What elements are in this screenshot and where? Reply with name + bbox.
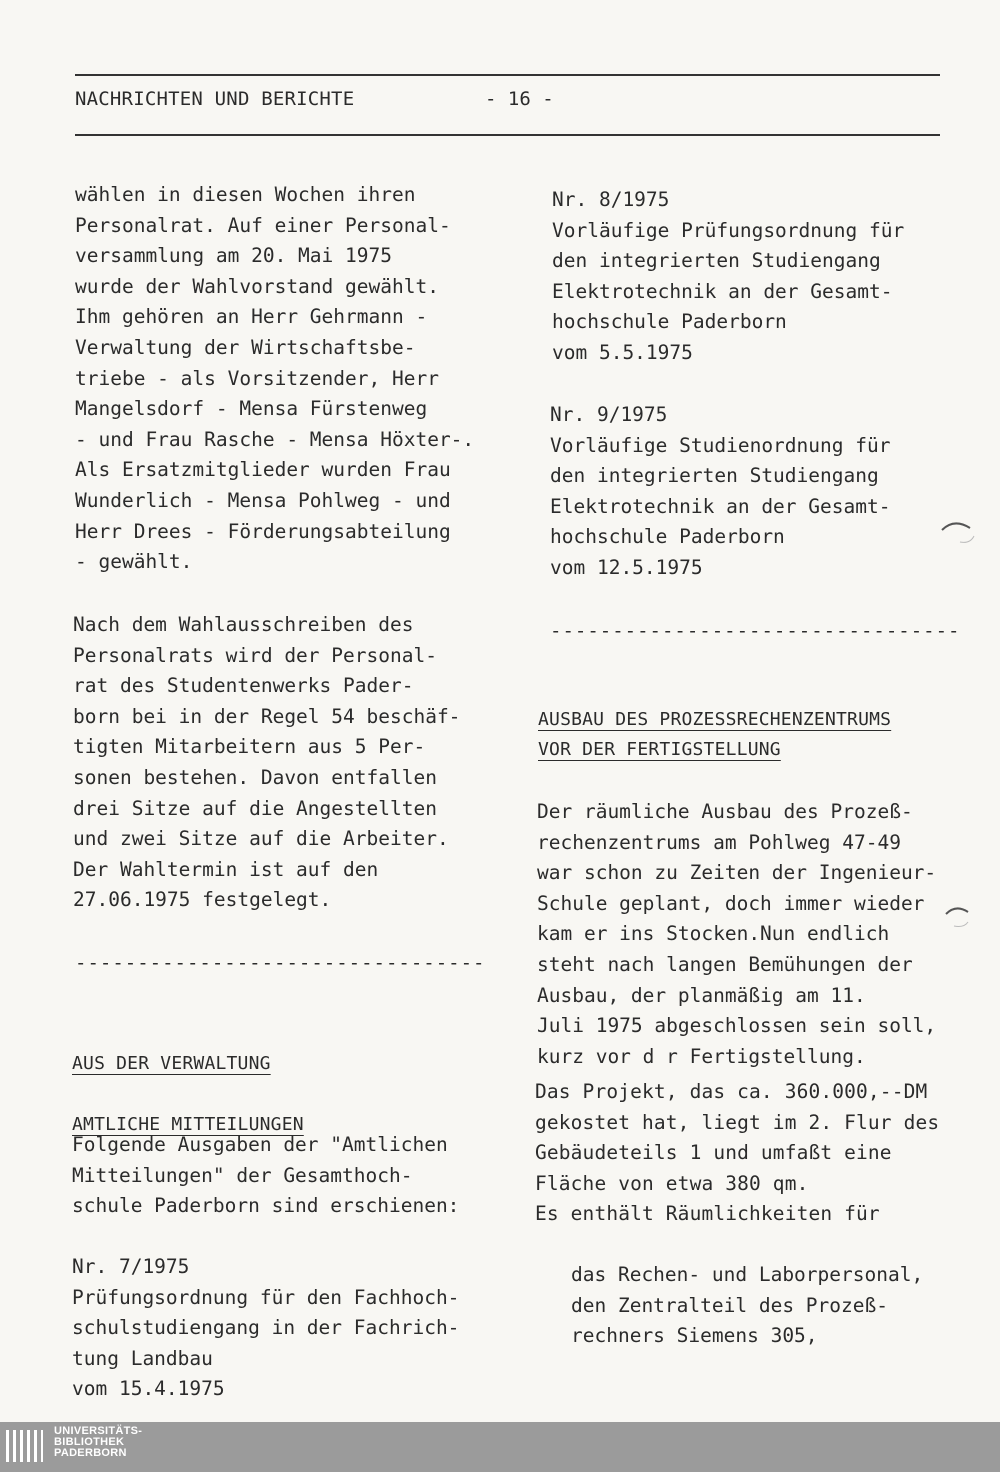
text-line: das Rechen- und Laborpersonal,	[571, 1263, 924, 1286]
text-line: den Zentralteil des Prozeß-	[571, 1293, 888, 1317]
text-line: Ausbau, der planmäßig am 11.	[537, 983, 866, 1007]
left-paragraph-ausgaben	[72, 1130, 459, 1222]
right-paragraph-nr9	[550, 400, 890, 584]
text-line: rechners Siemens 305,	[571, 1324, 818, 1348]
text-line: kam er ins Stocken.Nun endlich	[537, 922, 890, 946]
logo-line-3: PADERBORN	[54, 1447, 127, 1459]
scan-artifact-mark-2	[944, 900, 974, 930]
text-line: rat des Studentenwerks Pader-	[73, 674, 414, 698]
section-heading-prozessrechenzentrum	[538, 705, 891, 765]
text-line: Personalrat. Auf einer Personal-	[75, 213, 451, 237]
text-line: Gebäudeteils 1 und umfaßt eine	[535, 1141, 892, 1165]
text-line: Vorläufige Prüfungsordnung für	[552, 218, 905, 242]
text-line: triebe - als Vorsitzender, Herr	[75, 366, 439, 390]
text-line: Wunderlich - Mensa Pohlweg - und	[75, 488, 451, 512]
text-line: Fläche von etwa 380 qm.	[535, 1171, 809, 1195]
text-line: Nach dem Wahlausschreiben des	[73, 613, 414, 636]
text-line: Personalrats wird der Personal-	[73, 643, 437, 667]
text-line: born bei in der Regel 54 beschäf-	[73, 704, 461, 728]
heading-aus-der-verwaltung: AUS DER VERWALTUNG	[72, 1053, 271, 1074]
right-paragraph-raeume	[571, 1260, 923, 1352]
text-line: 27.06.1975 festgelegt.	[73, 888, 332, 912]
header-top-rule	[75, 74, 940, 76]
left-paragraph-personalrat	[75, 180, 474, 578]
text-line: versammlung am 20. Mai 1975	[75, 244, 392, 268]
text-line: wurde der Wahlvorstand gewählt.	[75, 274, 439, 298]
text-line: Der räumliche Ausbau des Prozeß-	[537, 800, 913, 823]
text-line: Der Wahltermin ist auf den	[73, 857, 379, 881]
right-separator: ---------------------------------	[550, 620, 961, 642]
text-line: vom 15.4.1975	[72, 1377, 225, 1401]
text-line: Verwaltung der Wirtschaftsbe-	[75, 335, 416, 359]
text-line: Das Projekt, das ca. 360.000,--DM	[535, 1080, 928, 1103]
text-line: tigten Mitarbeitern aus 5 Per-	[73, 735, 426, 759]
text-line: Nr. 8/1975	[552, 188, 670, 211]
text-line: hochschule Paderborn	[550, 525, 785, 549]
text-line: den integrierten Studiengang	[550, 464, 879, 488]
heading-amtliche-mitteilungen: AMTLICHE MITTEILUNGEN	[72, 1114, 304, 1135]
text-line: Nr. 9/1975	[550, 403, 668, 426]
right-paragraph-projekt	[535, 1077, 939, 1230]
text-line: Herr Drees - Förderungsabteilung	[75, 519, 451, 543]
text-line: hochschule Paderborn	[552, 310, 787, 334]
footer-bar	[0, 1422, 1000, 1472]
text-line: wählen in diesen Wochen ihren	[75, 183, 416, 206]
text-line: tung Landbau	[72, 1346, 213, 1370]
right-paragraph-ausbau	[537, 797, 936, 1072]
text-line: rechenzentrums am Pohlweg 47-49	[537, 830, 901, 854]
left-paragraph-nr7	[72, 1252, 459, 1405]
text-line: Elektrotechnik an der Gesamt-	[552, 279, 893, 303]
header-title: NACHRICHTEN UND BERICHTE	[75, 88, 355, 110]
text-line: Mangelsdorf - Mensa Fürstenweg	[75, 397, 428, 421]
heading-line: VOR DER FERTIGSTELLUNG	[538, 739, 781, 760]
right-paragraph-nr8	[552, 185, 904, 369]
text-line: Schule geplant, doch immer wieder	[537, 891, 925, 915]
left-paragraph-wahlausschreiben	[73, 610, 460, 916]
text-line: Ihm gehören an Herr Gehrmann -	[75, 305, 428, 329]
text-line: Folgende Ausgaben der "Amtlichen	[72, 1133, 448, 1156]
page-number: - 16 -	[485, 88, 554, 110]
text-line: vom 5.5.1975	[552, 340, 693, 364]
text-line: Prüfungsordnung für den Fachhoch-	[72, 1285, 460, 1309]
left-separator: ---------------------------------	[75, 952, 486, 974]
library-logo-text	[54, 1426, 142, 1459]
header-bottom-rule	[75, 134, 940, 136]
text-line: gekostet hat, liegt im 2. Flur des	[535, 1110, 940, 1134]
text-line: Es enthält Räumlichkeiten für	[535, 1202, 880, 1226]
logo-line-1: UNIVERSITÄTS-	[54, 1425, 143, 1437]
text-line: Mitteilungen" der Gesamthoch-	[72, 1163, 413, 1187]
text-line: kurz vor d r Fertigstellung.	[537, 1044, 866, 1068]
text-line: Juli 1975 abgeschlossen sein soll,	[537, 1014, 937, 1038]
library-logo-icon	[4, 1428, 44, 1468]
text-line: schulstudiengang in der Fachrich-	[72, 1316, 460, 1340]
text-line: Vorläufige Studienordnung für	[550, 433, 891, 457]
scan-artifact-mark	[940, 518, 980, 548]
text-line: war schon zu Zeiten der Ingenieur-	[537, 861, 937, 885]
text-line: Nr. 7/1975	[72, 1255, 190, 1278]
text-line: - und Frau Rasche - Mensa Höxter-.	[75, 427, 475, 451]
text-line: vom 12.5.1975	[550, 555, 703, 579]
text-line: Elektrotechnik an der Gesamt-	[550, 494, 891, 518]
text-line: sonen bestehen. Davon entfallen	[73, 765, 437, 789]
text-line: - gewählt.	[75, 550, 193, 574]
text-line: drei Sitze auf die Angestellten	[73, 796, 437, 820]
text-line: und zwei Sitze auf die Arbeiter.	[73, 827, 449, 851]
text-line: den integrierten Studiengang	[552, 249, 881, 273]
text-line: steht nach langen Bemühungen der	[537, 952, 913, 976]
text-line: schule Paderborn sind erschienen:	[72, 1194, 460, 1218]
heading-line: AUSBAU DES PROZESSRECHENZENTRUMS	[538, 709, 892, 730]
text-line: Als Ersatzmitglieder wurden Frau	[75, 458, 451, 482]
logo-line-2: BIBLIOTHEK	[54, 1436, 125, 1448]
